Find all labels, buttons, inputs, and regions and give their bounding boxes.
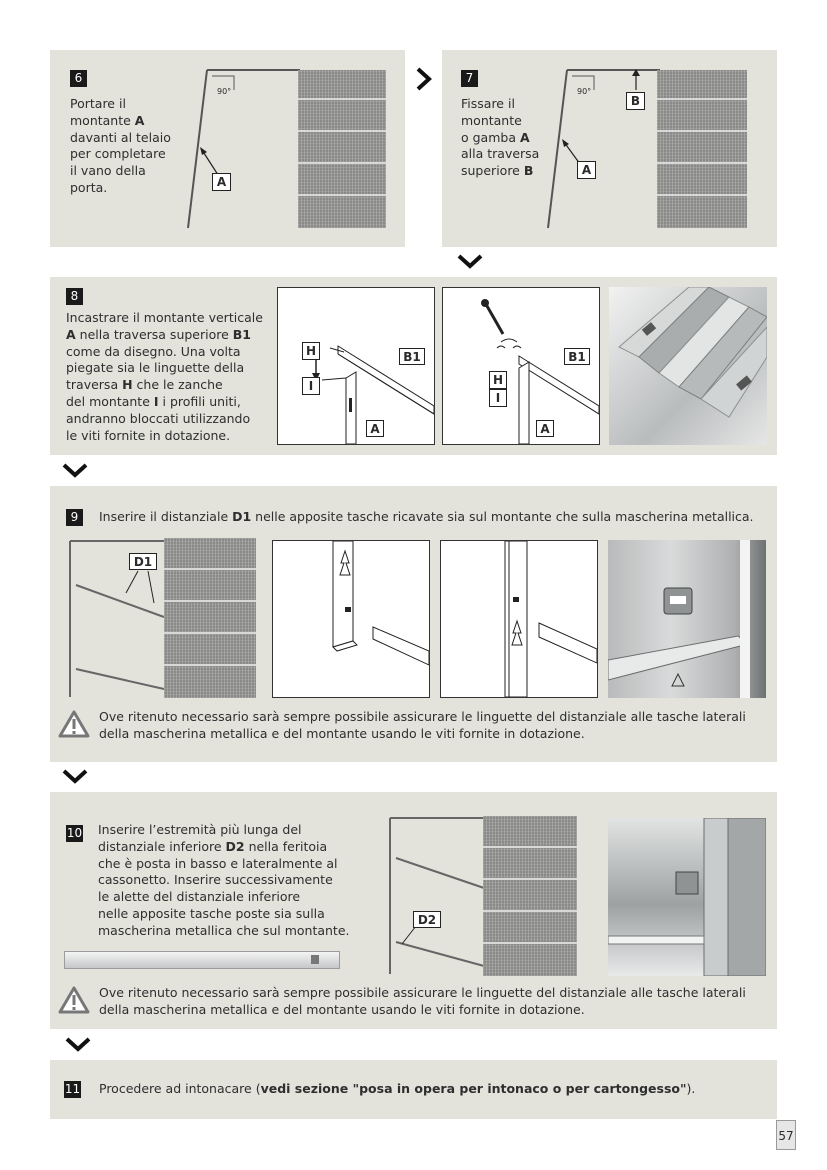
text-line: il vano della	[70, 163, 146, 179]
step-7-diagram	[540, 60, 670, 235]
step-7-door-mesh	[657, 70, 747, 228]
text-line: Incastrare il montante verticale	[66, 310, 263, 325]
chevron-down-icon	[64, 1036, 92, 1054]
step-10-label-d2: D2	[413, 911, 441, 928]
step-9-diagram-3	[440, 540, 598, 698]
text-line: come da disegno. Una volta	[66, 343, 241, 359]
warning-triangle-icon	[58, 709, 90, 739]
text-line: montante	[461, 112, 522, 128]
step-8-number: 8	[66, 288, 83, 305]
text-line: A nella traversa superiore B1	[66, 326, 252, 342]
text-line: davanti al telaio	[70, 129, 171, 145]
screwdriver-icon	[481, 299, 503, 334]
text-line: Fissare il	[461, 96, 515, 111]
text-line: nelle apposite tasche poste sia sulla	[98, 905, 325, 921]
text-line: cassonetto. Inserire successivamente	[98, 872, 333, 888]
step-11-number: 11	[64, 1082, 81, 1096]
text-line: andranno bloccati utilizzando	[66, 410, 251, 426]
step-7-number: 7	[461, 70, 478, 87]
chevron-down-icon	[61, 462, 89, 480]
step-9-diagram-2	[272, 540, 430, 698]
chevron-down-icon	[456, 253, 484, 271]
text-line: Inserire l’estremità più lunga del	[98, 822, 302, 837]
step-8-label-b1-2: B1	[564, 348, 590, 365]
step-8-diagram-1	[277, 287, 435, 445]
step-9-text: Inserire il distanziale D1 nelle apposite tasche ricavate sia sul montante che sulla mascherina metallica.	[99, 509, 754, 524]
text-line: della mascherina metallica e del montante usando le viti fornite in dotazione.	[99, 1001, 585, 1017]
step-9-door-mesh	[164, 538, 256, 698]
step-10-text	[98, 822, 378, 940]
step-8-text	[66, 310, 271, 444]
text-line: traversa H che le zanche	[66, 377, 223, 393]
step-8-label-i-2: I	[489, 389, 507, 407]
text-line: piegate sia le linguette della	[66, 360, 245, 376]
step-7-label-a: A	[577, 161, 596, 179]
step-6-angle-label: 90°	[217, 87, 232, 96]
step-6-label-a: A	[212, 173, 231, 191]
text-line: Ove ritenuto necessario sarà sempre possibile assicurare le linguette del distanziale alle tasche laterali	[99, 709, 746, 724]
step-10-spacer-photo	[64, 951, 340, 969]
step-9-label-d1: D1	[129, 553, 157, 570]
text-line: per completare	[70, 146, 166, 162]
text-line: del montante I i profili uniti,	[66, 393, 241, 409]
step-8-label-i: I	[302, 377, 320, 395]
step-8-label-h-2: H	[489, 371, 507, 389]
step-10-number: 10	[66, 826, 83, 840]
text-line: Ove ritenuto necessario sarà sempre possibile assicurare le linguette del distanziale alle tasche laterali	[99, 985, 746, 1000]
text-line: distanziale inferiore D2 nella feritoia	[98, 838, 328, 854]
step-8-diagram-2	[442, 287, 600, 445]
text-line: le viti fornite in dotazione.	[66, 427, 231, 443]
step-10-warning	[99, 985, 769, 1019]
text-line: le alette del distanziale inferiore	[98, 889, 301, 905]
step-10-diagram	[386, 814, 486, 974]
text-line: o gamba A	[461, 129, 530, 145]
step-10-door-mesh	[483, 816, 577, 976]
step-11-text: Procedere ad intonacare (vedi sezione "posa in opera per intonaco o per cartongesso").	[99, 1081, 696, 1096]
text-line: alla traversa	[461, 146, 540, 162]
step-9-number: 9	[66, 509, 83, 526]
chevron-right-icon	[414, 66, 434, 92]
text-line: mascherina metallica che sul montante.	[98, 922, 350, 938]
step-6-door-mesh	[298, 70, 386, 228]
step-8-label-a-2: A	[536, 420, 554, 437]
step-8-label-h: H	[302, 342, 320, 360]
warning-triangle-icon	[58, 985, 90, 1015]
step-7-label-b: B	[626, 92, 645, 110]
text-line: Portare il	[70, 96, 126, 111]
text-line: della mascherina metallica e del montante usando le viti fornite in dotazione.	[99, 725, 585, 741]
step-7-angle-label: 90°	[577, 87, 592, 96]
chevron-down-icon	[61, 768, 89, 786]
step-9-photo	[608, 540, 766, 698]
step-6-number: 6	[70, 70, 87, 87]
text-line: superiore B	[461, 163, 534, 179]
text-line: che è posta in basso e lateralmente al	[98, 855, 338, 871]
step-10-photo	[608, 818, 766, 976]
text-line: porta.	[70, 179, 108, 195]
step-8-label-b1: B1	[399, 348, 425, 365]
page-number: 57	[776, 1120, 796, 1150]
step-9-warning	[99, 709, 769, 743]
step-6-text	[70, 96, 180, 197]
step-8-photo	[609, 287, 767, 445]
text-line: montante A	[70, 112, 145, 128]
step-8-label-a: A	[366, 420, 384, 437]
step-6-diagram	[180, 60, 310, 235]
